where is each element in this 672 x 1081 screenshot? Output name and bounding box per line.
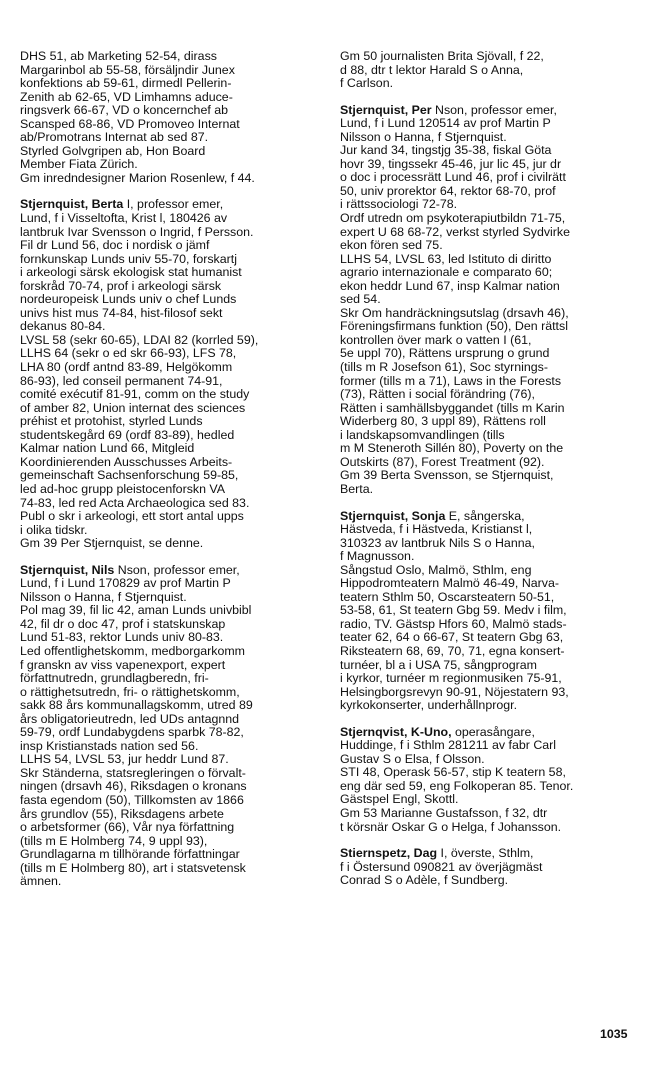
left-column	[20, 50, 318, 902]
text-line: Riksteatern 68, 69, 70, 71, egna konsert-	[340, 643, 565, 658]
text-line: t körsnär Oskar G o Helga, f Johansson.	[340, 819, 562, 834]
text-line: ekon fören sed 75.	[340, 238, 443, 253]
entry-name: Stiernspetz, Dag	[340, 846, 438, 861]
entry-heading-rest: Nson, professor emer,	[114, 562, 240, 577]
text-line: o doc i processrätt Lund 46, prof i civilrätt	[340, 170, 566, 185]
text-line: LVSL 58 (sekr 60-65), LDAI 82 (korrled 59),	[20, 332, 259, 347]
page-number: 1035	[600, 1027, 628, 1041]
text-line: Gm 39 Per Stjernquist, se denne.	[20, 536, 204, 551]
text-line: års obligatorieutredn, led UDs antagnnd	[20, 711, 240, 726]
continued-entry-text	[340, 50, 652, 91]
text-line: agrario internazionale e comparato 60;	[340, 265, 553, 280]
entry-per-stjernquist	[340, 104, 652, 497]
text-line: radio, TV. Gästsp Hfors 60, Malmö stads-	[340, 616, 567, 631]
text-line: Koordinierenden Ausschusses Arbeits-	[20, 454, 233, 469]
entry-k-uno-stjernqvist	[340, 726, 652, 834]
text-line: LHA 80 (ordf antnd 83-89, Helgökomm	[20, 360, 233, 375]
text-line: Lund 51-83, rektor Lunds univ 80-83.	[20, 630, 224, 645]
text-line: Sångstud Oslo, Malmö, Sthlm, eng	[340, 562, 532, 577]
text-line: led ad-hoc grupp pleistocenforskn VA	[20, 481, 226, 496]
text-line: Pol mag 39, fil lic 42, aman Lunds univbibl	[20, 603, 252, 618]
entry-body	[340, 739, 652, 834]
entry-heading-rest: I, överste, Sthlm,	[437, 846, 534, 861]
text-line: konfektions ab 59-61, dirmedl Pellerin-	[20, 76, 232, 91]
entry-heading-line	[20, 564, 318, 578]
entry-heading-line	[20, 198, 318, 212]
text-line: dekanus 80-84.	[20, 319, 106, 334]
entry-berta-stjernquist	[20, 198, 318, 550]
text-line: Widerberg 80, 3 uppl 89), Rättens roll	[340, 414, 546, 429]
entry-name: Stjernquist, Per	[340, 102, 432, 117]
text-line: Fil dr Lund 56, doc i nordisk o jämf	[20, 238, 210, 253]
text-line: comité exécutif 81-91, comm on the study	[20, 387, 250, 402]
text-line: kontrollen över mark o vatten I (61,	[340, 332, 532, 347]
text-line: sed 54.	[340, 292, 381, 307]
entry-sonja-stjernquist	[340, 510, 652, 713]
text-line: turnéer, bl a i USA 75, sångprogram	[340, 657, 537, 672]
text-line: (tills m R Josefson 61), Soc styrnings-	[340, 360, 548, 375]
text-line: (tills m E Holmberg 80), art i statsvetensk	[20, 860, 246, 875]
text-line: teater 62, 64 o 66-67, St teatern Gbg 63,	[340, 630, 564, 645]
text-line: författnutredn, grundlagberedn, fri-	[20, 671, 209, 686]
text-line: års grundlov (55), Riksdagens arbete	[20, 806, 224, 821]
entry-body	[20, 577, 318, 889]
text-line: kyrkokonserter, underhållnprogr.	[340, 698, 518, 713]
text-line: ab/Promotrans Internat ab sed 87.	[20, 130, 209, 145]
text-line: (tills m E Holmberg 74, 9 uppl 93),	[20, 833, 208, 848]
entry-heading-line	[340, 510, 652, 524]
entry-body	[20, 212, 318, 551]
text-line: préhist et protohist, styrled Lunds	[20, 414, 203, 429]
text-line: o rättighetsutredn, fri- o rättighetskomm,	[20, 684, 240, 699]
entry-name: Stjernqvist, K-Uno,	[340, 724, 452, 739]
text-line: eng där sed 59, eng Folkoperan 85. Tenor.	[340, 778, 574, 793]
text-line: 310323 av lantbruk Nils S o Hanna,	[340, 535, 535, 550]
text-line: insp Kristianstads nation sed 56.	[20, 738, 199, 753]
text-line: i kyrkor, turnéer m regionmusiken 75-91,	[340, 671, 562, 686]
text-line: Skr Ständerna, statsregleringen o förvalt-	[20, 765, 246, 780]
text-line: Hippodromteatern Malmö 46-49, Narva-	[340, 576, 559, 591]
text-line: Led offentlighetskomm, medborgarkomm	[20, 643, 245, 658]
text-line: o arbetsformer (66), Vår nya författning	[20, 820, 235, 835]
text-line: 53-58, 61, St teatern Gbg 59. Medv i film,	[340, 603, 567, 618]
text-line: STI 48, Operask 56-57, stip K teatern 58,	[340, 765, 566, 780]
entry-heading-rest: I, professor emer,	[123, 197, 224, 212]
entry-heading-rest: operasångare,	[451, 724, 535, 739]
text-line: Lund, f i Visseltofta, Krist l, 180426 av	[20, 211, 228, 226]
text-line: 59-79, ordf Lundabygdens sparbk 78-82,	[20, 725, 244, 740]
text-line: ningen (drsavh 46), Riksdagen o kronans	[20, 779, 247, 794]
text-line: Member Fiata Zürich.	[20, 157, 138, 172]
text-line: ringsverk 66-67, VD o koncernchef ab	[20, 103, 228, 118]
text-line: teatern Sthlm 50, Oscarsteatern 50-51,	[340, 589, 555, 604]
entry-heading-line	[340, 104, 652, 118]
text-line: fasta egendom (50), Tillkomsten av 1866	[20, 792, 244, 807]
text-line: Nilsson o Hanna, f Stjernquist.	[340, 129, 507, 144]
text-line: f Carlson.	[340, 76, 394, 91]
text-line: Grundlagarna m tillhörande författningar	[20, 847, 240, 862]
text-line: Gm 39 Berta Svensson, se Stjernquist,	[340, 468, 554, 483]
text-line: 5e uppl 70), Rättens ursprung o grund	[340, 346, 550, 361]
text-line: expert U 68 68-72, verkst styrled Sydvirke	[340, 224, 571, 239]
text-line: m M Steneroth Sillén 80), Poverty on the	[340, 441, 564, 456]
text-line: LLHS 54, LVSL 53, jur heddr Lund 87.	[20, 752, 229, 767]
text-line: forskråd 70-74, prof i arkeologi särsk	[20, 278, 222, 293]
text-line: Huddinge, f i Sthlm 281211 av fabr Carl	[340, 738, 557, 753]
text-line: Gm 50 journalisten Brita Sjövall, f 22,	[340, 49, 544, 63]
text-line: LLHS 64 (sekr o ed skr 66-93), LFS 78,	[20, 346, 237, 361]
text-line: i rättssociologi 72-78.	[340, 197, 458, 212]
text-line: ekon heddr Lund 67, insp Kalmar nation	[340, 278, 560, 293]
text-line: Margarinbol ab 55-58, försäljndir Junex	[20, 62, 235, 77]
text-line: nordeuropeisk Lunds univ o chef Lunds	[20, 292, 237, 307]
text-line: Ordf utredn om psykoterapiutbildn 71-75,	[340, 211, 566, 226]
text-line: Conrad S o Adèle, f Sundberg.	[340, 873, 509, 888]
text-line: Gm 53 Marianne Gustafsson, f 32, dtr	[340, 805, 548, 820]
text-line: gemeinschaft Sachsenforschung 59-85,	[20, 468, 239, 483]
text-line: d 88, dtr t lektor Harald S o Anna,	[340, 62, 524, 77]
text-line: ämnen.	[20, 874, 62, 889]
text-line: Outskirts (87), Forest Treatment (92).	[340, 454, 545, 469]
text-line: Jur kand 34, tingstjg 35-38, fiskal Göta	[340, 143, 552, 158]
entry-body	[340, 523, 652, 713]
entry-body	[340, 861, 652, 888]
text-line: DHS 51, ab Marketing 52-54, dirass	[20, 49, 217, 63]
text-line: lantbruk Ivar Svensson o Ingrid, f Persson.	[20, 224, 254, 239]
text-line: Berta.	[340, 481, 374, 496]
text-line: i olika tidskr.	[20, 522, 88, 537]
text-line: 42, fil dr o doc 47, prof i statskunskap	[20, 616, 226, 631]
text-line: hovr 39, tingssekr 45-46, jur lic 45, jur dr	[340, 156, 562, 171]
entry-heading-rest: E, sångerska,	[445, 508, 525, 523]
text-line: Nilsson o Hanna, f Stjernquist.	[20, 589, 187, 604]
entry-body	[340, 117, 652, 496]
text-line: Gm inredndesigner Marion Rosenlew, f 44.	[20, 170, 255, 185]
text-line: Gästspel Engl, Skottl.	[340, 792, 459, 807]
text-line: Lund, f i Lund 170829 av prof Martin P	[20, 576, 231, 591]
text-line: Scansped 68-86, VD Promoveo Internat	[20, 116, 240, 131]
text-line: studentskegård 69 (ordf 83-89), hedled	[20, 427, 235, 442]
text-line: Zenith ab 62-65, VD Limhamns aduce-	[20, 89, 233, 104]
text-line: i arkeologi särsk ekologisk stat humanist	[20, 265, 242, 280]
text-line: Publ o skr i arkeologi, ett stort antal upps	[20, 509, 244, 524]
entry-name: Stjernquist, Berta	[20, 197, 124, 212]
entry-name: Stjernquist, Nils	[20, 562, 115, 577]
text-line: i landskapsomvandlingen (tills	[340, 427, 505, 442]
entry-heading-rest: Nson, professor emer,	[431, 102, 557, 117]
text-line: 50, univ prorektor 64, rektor 68-70, prof	[340, 183, 556, 198]
text-line: Lund, f i Lund 120514 av prof Martin P	[340, 116, 551, 131]
text-line: Gustav S o Elsa, f Olsson.	[340, 751, 485, 766]
entry-heading-line	[340, 847, 652, 861]
text-line: former (tills m a 71), Laws in the Forests	[340, 373, 562, 388]
entry-nils-stjernquist	[20, 564, 318, 889]
text-line: f Magnusson.	[340, 549, 415, 564]
text-line: Kalmar nation Lund 66, Mitgleid	[20, 441, 195, 456]
text-line: (73), Rätten i social förändring (76),	[340, 387, 535, 402]
right-column	[340, 50, 652, 901]
text-line: f i Östersund 090821 av överjägmäst	[340, 859, 543, 874]
text-line: LLHS 54, LVSL 63, led Istituto di diritto	[340, 251, 552, 266]
entry-name: Stjernquist, Sonja	[340, 508, 446, 523]
entry-heading-line	[340, 726, 652, 740]
text-line: univs hist mus 74-84, hist-filosof sekt	[20, 305, 223, 320]
text-line: sakk 88 års kommunallagskomm, utred 89	[20, 698, 253, 713]
entry-dag-stiernspetz	[340, 847, 652, 888]
text-line: Styrled Golvgripen ab, Hon Board	[20, 143, 206, 158]
continued-entry-text	[20, 50, 318, 185]
text-line: Skr Om handräckningsutslag (drsavh 46),	[340, 305, 569, 320]
text-line: of amber 82, Union internat des sciences	[20, 400, 246, 415]
text-line: 74-83, led red Acta Archaeologica sed 83.	[20, 495, 250, 510]
text-line: Helsingborgsrevyn 90-91, Nöjestatern 93,	[340, 684, 569, 699]
text-line: fornkunskap Lunds univ 55-70, forskartj	[20, 251, 237, 266]
text-line: Hästveda, f i Hästveda, Kristianst l,	[340, 522, 533, 537]
text-line: 86-93), led conseil permanent 74-91,	[20, 373, 223, 388]
text-line: Rätten i samhällsbyggandet (tills m Karin	[340, 400, 565, 415]
text-line: f granskn av viss vapenexport, expert	[20, 657, 226, 672]
text-line: Föreningsfirmans funktion (50), Den rättsl	[340, 319, 568, 334]
